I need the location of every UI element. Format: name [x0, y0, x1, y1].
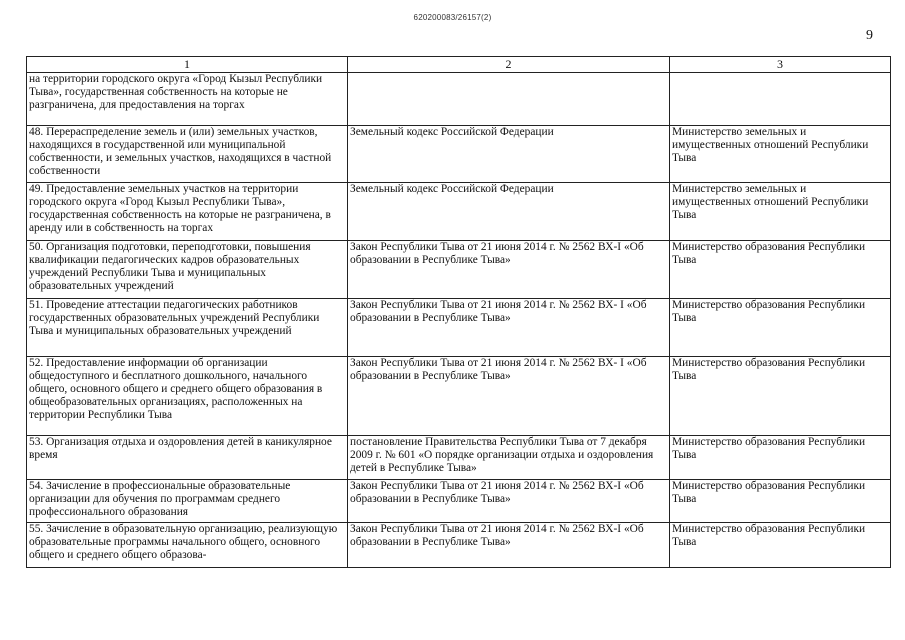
- services-table: [26, 56, 891, 568]
- table-header-row: [27, 57, 891, 73]
- service-cell: 52. Предоставление информации об организации общедоступного и бесплатного дошкольного, начального общего, основного общего и среднего общего образования в общеобразовательных организациях, расположенных на территории Республики Тыва: [27, 357, 348, 436]
- service-cell: 51. Проведение аттестации педагогических работников государственных образовательных учреждений Республики Тыва и муниципальных образовательных учреждений: [27, 299, 348, 357]
- table-row: [27, 73, 891, 126]
- document-id: 620200083/26157(2): [413, 13, 492, 22]
- column-header-2: 2: [348, 57, 670, 73]
- legal-basis-cell: постановление Правительства Республики Тыва от 7 декабря 2009 г. № 601 «О порядке организации отдыха и оздоровления детей в Республике Тыва»: [348, 436, 670, 480]
- table-row: [27, 436, 891, 480]
- service-cell: 50. Организация подготовки, переподготовки, повышения квалификации педагогических кадров образовательных учреждений Республики Тыва и муниципальных образовательных учреждений: [27, 241, 348, 299]
- table-row: [27, 523, 891, 568]
- authority-cell: Министерство образования Республики Тыва: [670, 523, 891, 568]
- legal-basis-cell: Закон Республики Тыва от 21 июня 2014 г. № 2562 ВХ-I «Об образовании в Республике Тыва»: [348, 523, 670, 568]
- authority-cell: Министерство образования Республики Тыва: [670, 436, 891, 480]
- authority-cell: Министерство образования Республики Тыва: [670, 241, 891, 299]
- legal-basis-cell: Закон Республики Тыва от 21 июня 2014 г. № 2562 ВХ-I «Об образовании в Республике Тыва»: [348, 480, 670, 523]
- service-cell: на территории городского округа «Город Кызыл Республики Тыва», государственная собственность на которые не разграничена, для предоставления на торгах: [27, 73, 348, 126]
- authority-cell: Министерство земельных и имущественных отношений Республики Тыва: [670, 126, 891, 183]
- table-row: [27, 299, 891, 357]
- legal-basis-cell: Закон Республики Тыва от 21 июня 2014 г. № 2562 ВХ- I «Об образовании в Республике Тыва»: [348, 299, 670, 357]
- service-cell: 48. Перераспределение земель и (или) земельных участков, находящихся в государственной или муниципальной собственности, и земельных участков, находящихся в частной собственности: [27, 126, 348, 183]
- authority-cell: [670, 73, 891, 126]
- authority-cell: Министерство земельных и имущественных отношений Республики Тыва: [670, 183, 891, 241]
- legal-basis-cell: [348, 73, 670, 126]
- legal-basis-cell: Закон Республики Тыва от 21 июня 2014 г. № 2562 ВХ-I «Об образовании в Республике Тыва»: [348, 241, 670, 299]
- table-row: [27, 357, 891, 436]
- authority-cell: Министерство образования Республики Тыва: [670, 299, 891, 357]
- service-cell: 55. Зачисление в образовательную организацию, реализующую образовательные программы начального общего, основного общего и среднего общего образова-: [27, 523, 348, 568]
- service-cell: 49. Предоставление земельных участков на территории городского округа «Город Кызыл Республики Тыва», государственная собственность на которые не разграничена, в аренду или в собственность на торгах: [27, 183, 348, 241]
- column-header-3: 3: [670, 57, 891, 73]
- table-row: [27, 241, 891, 299]
- service-cell: 53. Организация отдыха и оздоровления детей в каникулярное время: [27, 436, 348, 480]
- table-row: [27, 480, 891, 523]
- authority-cell: Министерство образования Республики Тыва: [670, 480, 891, 523]
- column-header-1: 1: [27, 57, 348, 73]
- legal-basis-cell: Земельный кодекс Российской Федерации: [348, 183, 670, 241]
- service-cell: 54. Зачисление в профессиональные образовательные организации для обучения по программам среднего профессионального образования: [27, 480, 348, 523]
- table-row: [27, 183, 891, 241]
- table-row: [27, 126, 891, 183]
- legal-basis-cell: Закон Республики Тыва от 21 июня 2014 г. № 2562 ВХ- I «Об образовании в Республике Тыва»: [348, 357, 670, 436]
- authority-cell: Министерство образования Республики Тыва: [670, 357, 891, 436]
- legal-basis-cell: Земельный кодекс Российской Федерации: [348, 126, 670, 183]
- page-number: 9: [866, 28, 873, 43]
